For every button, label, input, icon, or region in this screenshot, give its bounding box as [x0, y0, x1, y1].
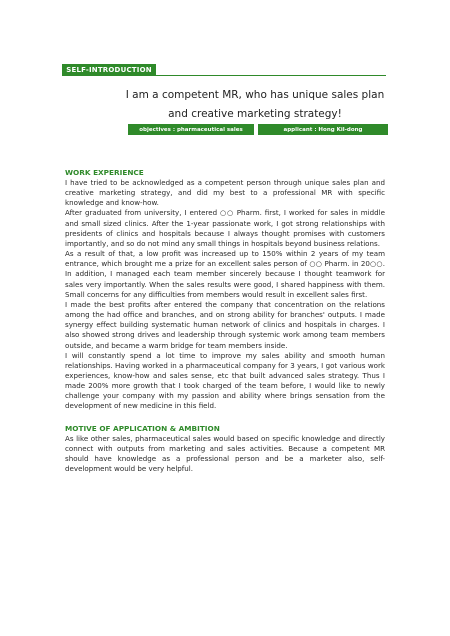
section-gap: [65, 412, 385, 424]
applicant-tag: applicant : Hong Kil-dong: [258, 124, 388, 135]
work-paragraph-5: I will constantly spend a lot time to improve my sales ability and smooth human relationships. Having worked in a pharmaceutical company for 3 years, I got various work experiences, know-how and sales sense, etc that built advanced sales strategy. Thus I made 200% more growth that I took charged of the team before, I would like to newly challenge your company with my passion and ability where brings sensation from the development of new medicine in this field.: [65, 350, 385, 411]
title-line-1: I am a competent MR, who has unique sales plan: [125, 89, 385, 101]
section-badge: SELF-INTRODUCTION: [62, 64, 156, 76]
work-paragraph-2: After graduated from university, I entered ○○ Pharm. first, I worked for sales in middle and small sized clinics. After the 1-year passionate work, I got strong relationships with presidents of clinics and hospitals because I always thought promises with customers importantly, and so do not mind any small things in hospitals beyond business relations.: [65, 208, 385, 248]
work-paragraph-4: I made the best profits after entered the company that concentration on the relations among the had office and branches, and on strong ability for branches' outputs. I made synergy effect building systematic human network of clinics and hospitals in charges. I also showed strong drives and leadership through systemic work among team members outside, and became a warm bridge for team members inside.: [65, 299, 385, 350]
work-paragraph-3: As a result of that, a low profit was increased up to 150% within 2 years of my team entrance, which brought me a prize for an excellent sales person of ○○ Pharm. in 20○○. In addition, I managed each team member sincerely because I thought teamwork for sales very importantly. When the sales results were good, I shared happiness with them. Small concerns for any difficulties from members would result in excellent sales first.: [65, 249, 385, 299]
document-body: [65, 168, 385, 474]
title-line-2: and creative marketing strategy!: [168, 108, 342, 120]
work-experience-heading: WORK EXPERIENCE: [65, 168, 144, 177]
page-title: [0, 86, 450, 124]
objectives-tag: objectives : pharmaceutical sales: [128, 124, 254, 135]
motive-paragraph-1: As like other sales, pharmaceutical sales would based on specific knowledge and directly connect with outputs from marketing and sales activities. Because a competent MR should have knowledge as a professional person and be a marketer also, self-development would be very helpful.: [65, 433, 385, 474]
work-paragraph-1: I have tried to be acknowledged as a competent person through unique sales plan and creative marketing strategy, and did my best to a professional MR with specific knowledge and know-how.: [65, 178, 385, 208]
badge-divider: [156, 75, 386, 76]
motive-heading: MOTIVE OF APPLICATION & AMBITION: [65, 423, 220, 433]
